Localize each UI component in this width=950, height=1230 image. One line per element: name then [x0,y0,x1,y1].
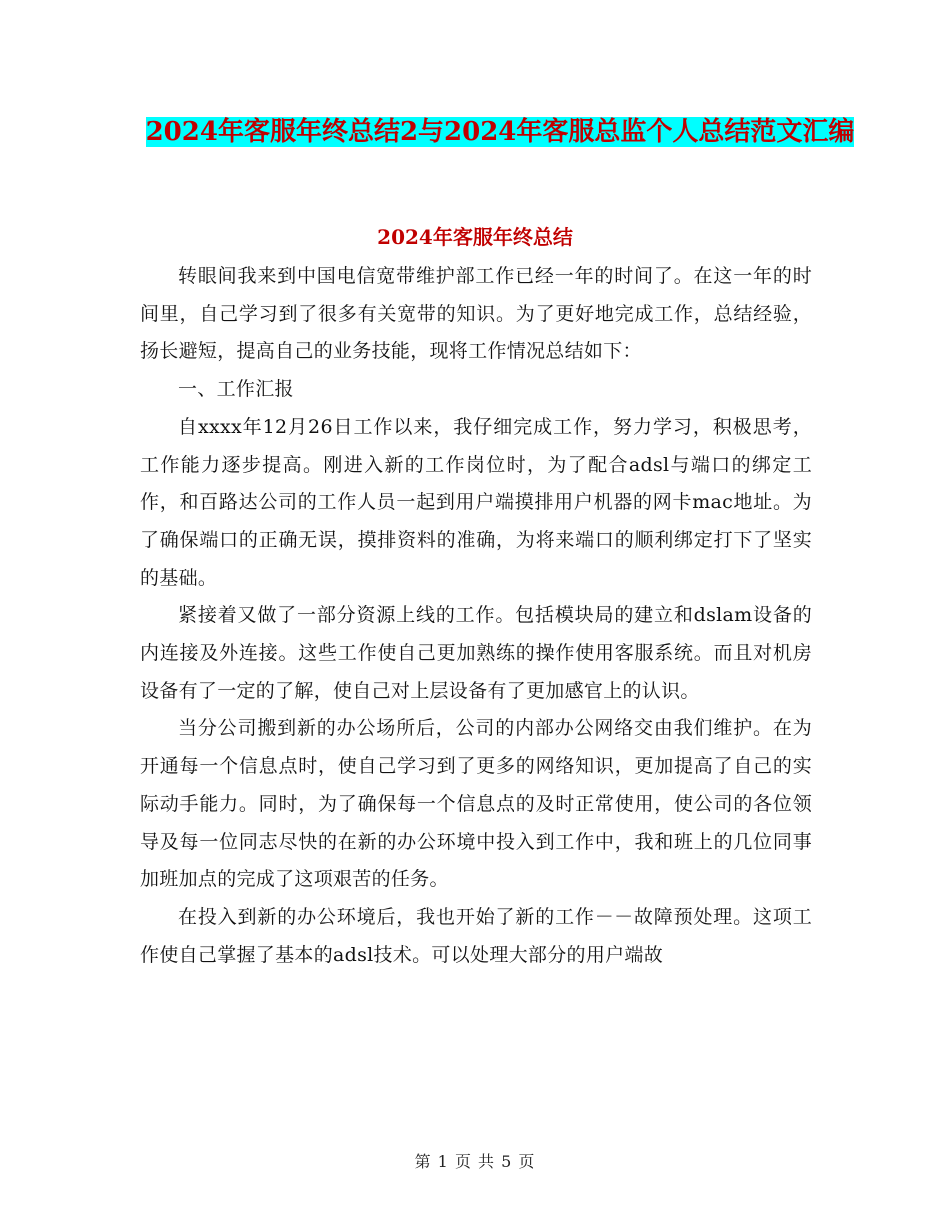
section-title: 2024年客服年终总结 [377,225,573,249]
paragraph: 在投入到新的办公环境后，我也开始了新的工作－－故障预处理。这项工作使自己掌握了基本的adsl技术。可以处理大部分的用户端故 [140,905,812,966]
paragraph: 自xxxx年12月26日工作以来，我仔细完成工作，努力学习，积极思考，工作能力逐步提高。刚进入新的工作岗位时，为了配合adsl与端口的绑定工作，和百路达公司的工作人员一起到用户端摸排用户机器的网卡mac地址。为了确保端口的正确无误，摸排资料的准确，为将来端口的顺利绑定打下了坚实的基础。 [140,415,812,589]
page-footer: 第 1 页 共 5 页 [414,1152,536,1171]
paragraph: 当分公司搬到新的办公场所后，公司的内部办公网络交由我们维护。在为开通每一个信息点时，使自己学习到了更多的网络知识，更加提高了自己的实际动手能力。同时，为了确保每一个信息点的及时正常使用，使公司的各位领导及每一位同志尽快的在新的办公环境中投入到工作中，我和班上的几位同事加班加点的完成了这项艰苦的任务。 [140,717,812,891]
paragraph: 转眼间我来到中国电信宽带维护部工作已经一年的时间了。在这一年的时间里，自己学习到了很多有关宽带的知识。为了更好地完成工作，总结经验，扬长避短，提高自己的业务技能，现将工作情况总结如下： [140,265,812,363]
document-title [140,108,860,156]
paragraph-heading: 一、工作汇报 [178,378,294,401]
document-body [140,258,812,974]
paragraph: 紧接着又做了一部分资源上线的工作。包括模块局的建立和dslam设备的内连接及外连接。这些工作使自己更加熟练的操作使用客服系统。而且对机房设备有了一定的了解，使自己对上层设备有了更加感官上的认识。 [140,604,812,702]
document-title-text: 2024年客服年终总结2与2024年客服总监个人总结范文汇编 [145,117,855,147]
